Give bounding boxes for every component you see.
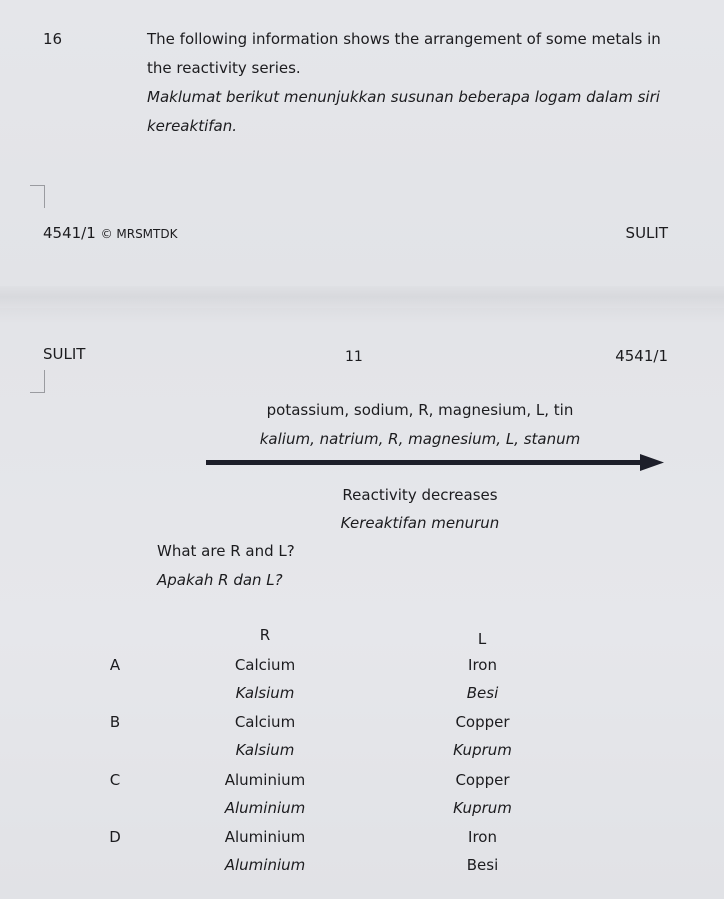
option-d-letter[interactable]: D [109, 828, 121, 846]
option-c-l-ms: Kuprum [453, 799, 512, 817]
option-b-r-ms: Kalsium [235, 741, 295, 759]
question-number: 16 [43, 30, 63, 48]
series-english: potassium, sodium, R, magnesium, L, tin [266, 401, 574, 419]
arrow-caption-malay: Kereaktifan menurun [340, 514, 500, 532]
option-d-l-ms: Besi [466, 856, 499, 874]
question-text-en-line1: The following information shows the arrangement of some metals in [147, 30, 661, 48]
option-b-letter[interactable]: B [109, 713, 121, 731]
prompt-malay: Apakah R dan L? [157, 571, 283, 589]
option-b-l-ms: Kuprum [453, 741, 512, 759]
page-corner-mark-bottom [30, 370, 45, 393]
option-a-letter[interactable]: A [109, 656, 121, 674]
column-header-r: R [259, 626, 271, 644]
reactivity-arrow-icon [206, 454, 666, 472]
page-number: 11 [345, 349, 363, 365]
option-c-r-en: Aluminium [224, 771, 306, 789]
option-d-r-en: Aluminium [224, 828, 306, 846]
question-text-en-line2: the reactivity series. [147, 59, 301, 77]
option-d-l-en: Iron [468, 828, 497, 846]
option-a-r-ms: Kalsium [235, 684, 295, 702]
option-a-l-ms: Besi [466, 684, 499, 702]
column-header-l: L [477, 630, 487, 648]
page-gap [0, 286, 724, 308]
question-text-ms-line2: kereaktifan. [147, 117, 237, 135]
header-paper-code: 4541/1 [615, 347, 668, 365]
option-d-r-ms: Aluminium [224, 856, 306, 874]
prompt-english: What are R and L? [157, 542, 295, 560]
header-classification: SULIT [43, 345, 86, 363]
option-b-l-en: Copper [455, 713, 510, 731]
footer-paper-code [43, 224, 177, 242]
option-c-letter[interactable]: C [109, 771, 121, 789]
question-text-ms-line1: Maklumat berikut menunjukkan susunan beberapa logam dalam siri [147, 88, 660, 106]
option-c-r-ms: Aluminium [224, 799, 306, 817]
page-corner-mark-top [30, 185, 45, 208]
footer-copyright: © MRSMTDK [100, 227, 178, 241]
arrow-caption-english: Reactivity decreases [342, 486, 498, 504]
series-malay: kalium, natrium, R, magnesium, L, stanum [259, 430, 581, 448]
footer-code-text: 4541/1 [43, 224, 96, 242]
option-a-l-en: Iron [468, 656, 497, 674]
option-c-l-en: Copper [455, 771, 510, 789]
footer-classification: SULIT [625, 224, 668, 242]
option-b-r-en: Calcium [234, 713, 296, 731]
option-a-r-en: Calcium [234, 656, 296, 674]
